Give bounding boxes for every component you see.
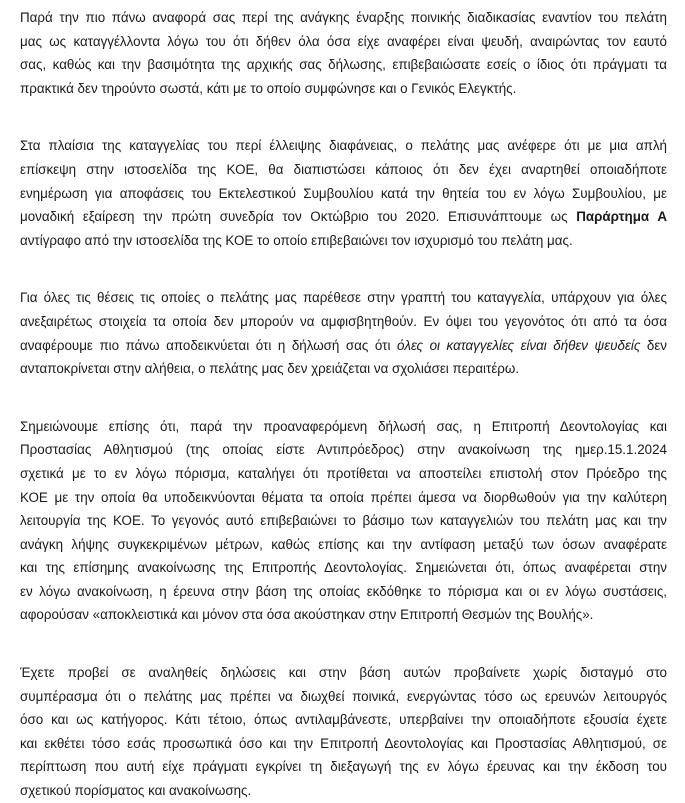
paragraph-line: ανάγκη λήψης συγκεκριμένων μέτρων, καθώς επίσης και την αντίφαση μεταξύ των όσων αναφέρατε [20, 536, 667, 552]
paragraph-line-tail: δεν [640, 337, 667, 353]
paragraph-line: Για όλες τις θέσεις τις οποίες ο πελάτης μας παρέθεσε στην γραπτή του καταγγελία, υπάρχουν για όλες [20, 290, 667, 306]
paragraph-line: όσο και ως κατήγορος. Κάτι τέτοιο, όπως αντιλαμβάνεστε, υπερβαίνει την οποιαδήποτε εξουσία έχετε [20, 712, 667, 728]
quoted-statement: όλες οι καταγγελίες είναι δήθεν ψευδείς [396, 337, 641, 353]
paragraph-line [20, 205, 667, 229]
paragraph-line: Παρά την πιο πάνω αναφορά σας περί της ανάγκης έναρξης ποινικής διαδικασίας εναντίον του πελάτη [20, 10, 667, 25]
paragraph-line: σχετικού πορίσματος και ανακοίνωσης. [20, 783, 252, 799]
paragraph-line: Έχετε προβεί σε αναληθείς δηλώσεις και στην βάση αυτών προβαίνετε χωρίς δισταγμό στο [20, 665, 667, 681]
paragraph-line [20, 334, 667, 358]
paragraph-line: ΚΟΕ με την οποία θα υποδεικνύονται θέματα τα οποία πρέπει άμεσα να διορθωθούν για την καλύτερη [20, 489, 667, 505]
paragraph-gap [20, 252, 667, 286]
paragraph-line: σχετικά με το εν λόγω πόρισμα, καταλήγει ότι προτίθεται να αποστείλει επιστολή στον Πρόεδρο της [20, 465, 667, 481]
paragraph-line-text: αναφέρουμε πιο πάνω αποδεικνύεται ότι η δήλωσή σας ότι [20, 337, 397, 353]
paragraph-gap [20, 381, 667, 415]
paragraph-line: σας, καθώς και την βασιμότητα της αρχικής σας δήλωσης, επιβεβαιώσατε εσείς ο ίδιος ότι πράγματι τα [20, 57, 667, 73]
paragraph-line: Στα πλαίσια της καταγγελίας του περί έλλειψης διαφάνειας, ο πελάτης μας ανέφερε ότι με μια απλή [20, 138, 667, 154]
paragraph-line-text: μοναδική εξαίρεση την πρώτη συνεδρία τον Οκτώβριο του 2020. Επισυνάπτουμε ως [20, 209, 577, 225]
paragraph-line: ανεξαιρέτως στοιχεία τα οποία δεν μπορούν να αμφισβητηθούν. Εν όψει του γεγονότος ότι από τα όσα [20, 313, 667, 329]
paragraph-gap [20, 627, 667, 661]
paragraph-line: συμπέρασμα ότι ο πελάτης μας πρέπει να διωχθεί ποινικά, ενεργώντας τόσο ως ερευνών λειτουργός [20, 688, 667, 704]
paragraph-line: μας ως καταγγέλλοντα λόγω του ότι δήθεν όλα όσα είχε αναφέρει είναι ψευδή, αναιρώντας τον εαυτό [20, 33, 667, 49]
paragraph-line: επίσκεψη στην ιστοσελίδα της ΚΟΕ, θα διαπιστώσει κάποιος ότι δεν έχει αναρτηθεί οποιαδήποτε [20, 161, 667, 177]
paragraph-line: και της επίσημης ανακοίνωσης της Επιτροπής Δεοντολογίας. Σημειώνεται ότι, όπως αναφέρεται στην [20, 560, 667, 576]
paragraph-line: λειτουργία της ΚΟΕ. Το γεγονός αυτό επιβεβαιώνει το βάσιμο των καταγγελιών του πελάτη μας και την [20, 513, 667, 529]
paragraph-5 [20, 661, 667, 803]
paragraph-line: Προστασίας Αθλητισμού (της οποίας είστε Αντιπρόεδρος) στην ανακοίνωση της ημερ.15.1.2024 [20, 442, 667, 458]
paragraph-line: Σημειώνουμε επίσης ότι, παρά την προαναφερόμενη δήλωσή σας, η Επιτροπή Δεοντολογίας και [20, 418, 667, 434]
paragraph-line: ενημέρωση για αποφάσεις του Εκτελεστικού Συμβουλίου κατά την θητεία του εν λόγω Συμβουλίου, με [20, 185, 667, 201]
paragraph-4 [20, 415, 667, 627]
paragraph-line: αφορούσαν «αποκλειστικά και μόνον στα όσα ακούστηκαν στην Επιτροπή Θεσμών της Βουλής». [20, 607, 594, 623]
appendix-reference: Παράρτημα Α [576, 209, 667, 225]
paragraph-line: περίπτωση που αυτή είχε πράγματι εγκρίνει τη διεξαγωγή της εν λόγω έρευνας και την έκδοση του [20, 759, 667, 775]
paragraph-line: ανταποκρίνεται στην αλήθεια, ο πελάτης μας δεν χρειάζεται να σχολιάσει περαιτέρω. [20, 361, 520, 377]
paragraph-1 [20, 6, 667, 100]
paragraph-gap [20, 100, 667, 134]
paragraph-line: και εκθέτει τόσο εσάς προσωπικά όσο και την Επιτροπή Δεοντολογίας και Προστασίας Αθλητισμού, σε [20, 735, 667, 751]
paragraph-line: εν λόγω ανακοίνωση, η έρευνα στην βάση της οποίας εκδόθηκε το πόρισμα και οι εν λόγω συστάσεις, [20, 583, 667, 599]
paragraph-line: αντίγραφο από την ιστοσελίδα της ΚΟΕ το οποίο επιβεβαιώνει τον ισχυρισμό του πελάτη μας. [20, 232, 573, 248]
paragraph-line: πρακτικά δεν τηρούντο σωστά, κάτι με το οποίο συμφώνησε και ο Γενικός Ελεγκτής. [20, 80, 517, 96]
paragraph-3 [20, 286, 667, 380]
paragraph-2 [20, 134, 667, 252]
letter-body [20, 0, 667, 803]
